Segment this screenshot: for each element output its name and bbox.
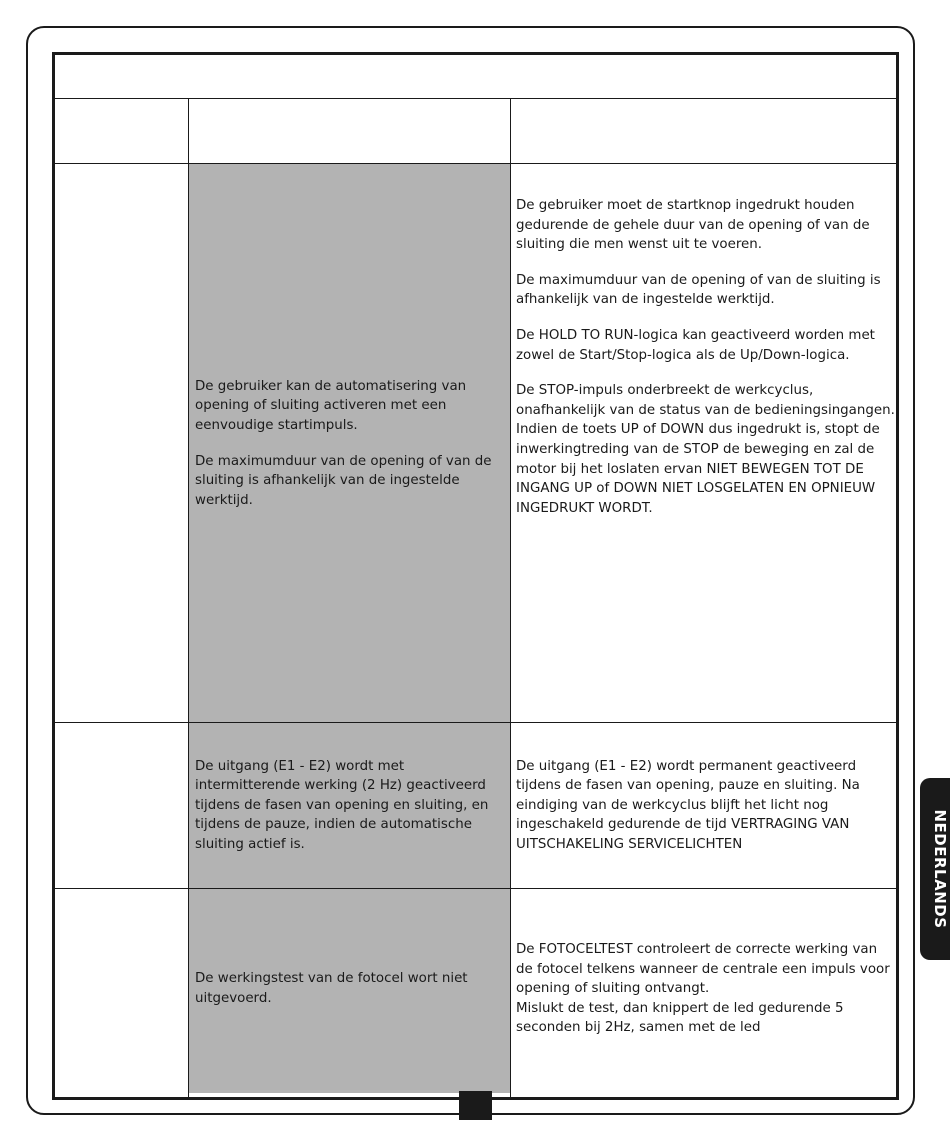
row-1-middle-text-2: De maximumduur van de opening of van de sluiting is afhankelijk van de ingestelde werktijd. (195, 453, 492, 508)
row-3-right-text-1: De FOTOCELTEST controleert de correcte werking van de fotocel telkens wanneer de centrale een impuls voor opening of sluiting ontvangt. Mislukt de test, dan knippert de led gedurende 5 seconden bij 2Hz, samen met de led (516, 942, 890, 1036)
row-1-right-text-1: De gebruiker moet de startknop ingedrukt houden gedurende de gehele duur van de opening of van de sluiting die men wenst uit te voeren. (516, 198, 870, 253)
row-3-middle-cell (195, 890, 509, 1088)
row-2-middle-cell (195, 724, 509, 887)
row-2-right-cell (516, 724, 896, 887)
page-marker (459, 1091, 492, 1120)
column-divider-2 (510, 98, 511, 1097)
row-divider-title (54, 98, 897, 99)
row-divider-header (54, 163, 897, 164)
row-3-middle-text-1: De werkingstest van de fotocel wort niet uitgevoerd. (195, 971, 468, 1006)
row-2-right-text-1: De uitgang (E1 - E2) wordt permanent geactiveerd tijdens de fasen van opening, pauze en sluiting. Na eindiging van de werkcyclus blijft het licht nog ingeschakeld gedurende de tijd VERTRAGING VAN UITSCHAKELING SERVICELICHTEN (516, 758, 860, 852)
row-1-right-cell (516, 166, 896, 721)
row-2-middle-text-1: De uitgang (E1 - E2) wordt met intermitterende werking (2 Hz) geactiveerd tijdens de fasen van opening en sluiting, en tijdens de pauze, indien de automatische sluiting actief is. (195, 758, 489, 852)
language-tab-label: NEDERLANDS (931, 809, 949, 929)
row-divider-1 (54, 722, 897, 723)
row-1-middle-text-1: De gebruiker kan de automatisering van opening of sluiting activeren met een eenvoudige startimpuls. (195, 378, 467, 433)
row-divider-2 (54, 888, 897, 889)
row-3-right-cell (516, 890, 896, 1088)
row-1-right-text-2: De maximumduur van de opening of van de sluiting is afhankelijk van de ingestelde werktijd. (516, 272, 881, 308)
column-divider-1 (188, 98, 189, 1097)
row-1-right-text-4: De STOP-impuls onderbreekt de werkcyclus, onafhankelijk van de status van de bedieningsingangen. Indien de toets UP of DOWN dus ingedrukt is, stopt de inwerkingtreding van de STOP de beweging en zal de motor bij het loslaten ervan NIET BEWEGEN TOT DE INGANG UP of DOWN NIET LOSGELATEN EN OPNIEUW INGEDRUKT WORDT. (516, 383, 895, 516)
row-1-middle-cell (195, 166, 509, 721)
row-1-right-text-3: De HOLD TO RUN-logica kan geactiveerd worden met zowel de Start/Stop-logica als de Up/Down-logica. (516, 327, 875, 363)
